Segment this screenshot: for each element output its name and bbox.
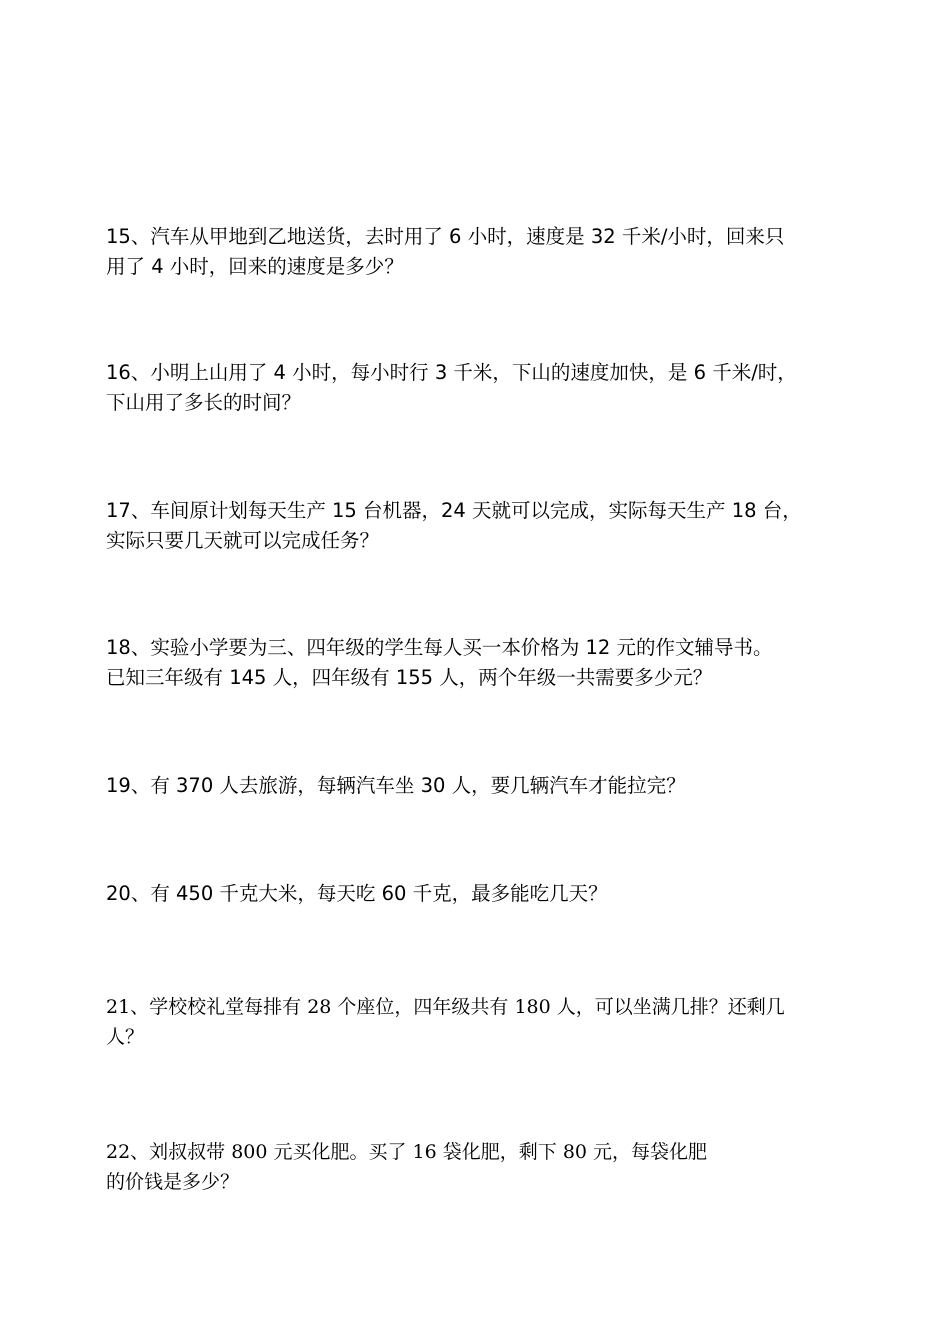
question-text-line: 21、学校校礼堂每排有 28 个座位，四年级共有 180 人，可以坐满几排？还剩几 [106, 996, 785, 1018]
question-text-line: 已知三年级有 145 人，四年级有 155 人，两个年级一共需要多少元？ [106, 666, 713, 689]
question-text-line: 人？ [106, 1026, 145, 1048]
question-text-line: 实际只要几天就可以完成任务？ [106, 529, 380, 552]
question-19 [106, 771, 851, 801]
question-text-line: 19、有 370 人去旅游，每辆汽车坐 30 人，要几辆汽车才能拉完？ [106, 774, 686, 797]
question-text-line: 15、汽车从甲地到乙地送货，去时用了 6 小时，速度是 32 千米/小时，回来只 [106, 225, 785, 248]
question-18 [106, 633, 851, 693]
question-text-line: 20、有 450 千克大米，每天吃 60 千克，最多能吃几天？ [106, 882, 608, 905]
question-text-line: 的价钱是多少？ [106, 1171, 240, 1193]
question-16 [106, 358, 851, 418]
question-text-line: 16、小明上山用了 4 小时，每小时行 3 千米，下山的速度加快，是 6 千米/时， [106, 361, 797, 384]
question-15 [106, 222, 851, 282]
question-22 [106, 1137, 851, 1197]
question-17 [106, 496, 851, 556]
question-text-line: 22、刘叔叔带 800 元买化肥。买了 16 袋化肥，剩下 80 元，每袋化肥 [106, 1141, 708, 1163]
question-text-line: 下山用了多长的时间？ [106, 391, 302, 414]
question-text-line: 18、实验小学要为三、四年级的学生每人买一本价格为 12 元的作文辅导书。 [106, 636, 773, 659]
question-text-line: 17、车间原计划每天生产 15 台机器，24 天就可以完成，实际每天生产 18 台， [106, 499, 802, 522]
question-text-line: 用了 4 小时，回来的速度是多少？ [106, 255, 404, 278]
question-20 [106, 879, 851, 909]
question-21 [106, 992, 851, 1052]
